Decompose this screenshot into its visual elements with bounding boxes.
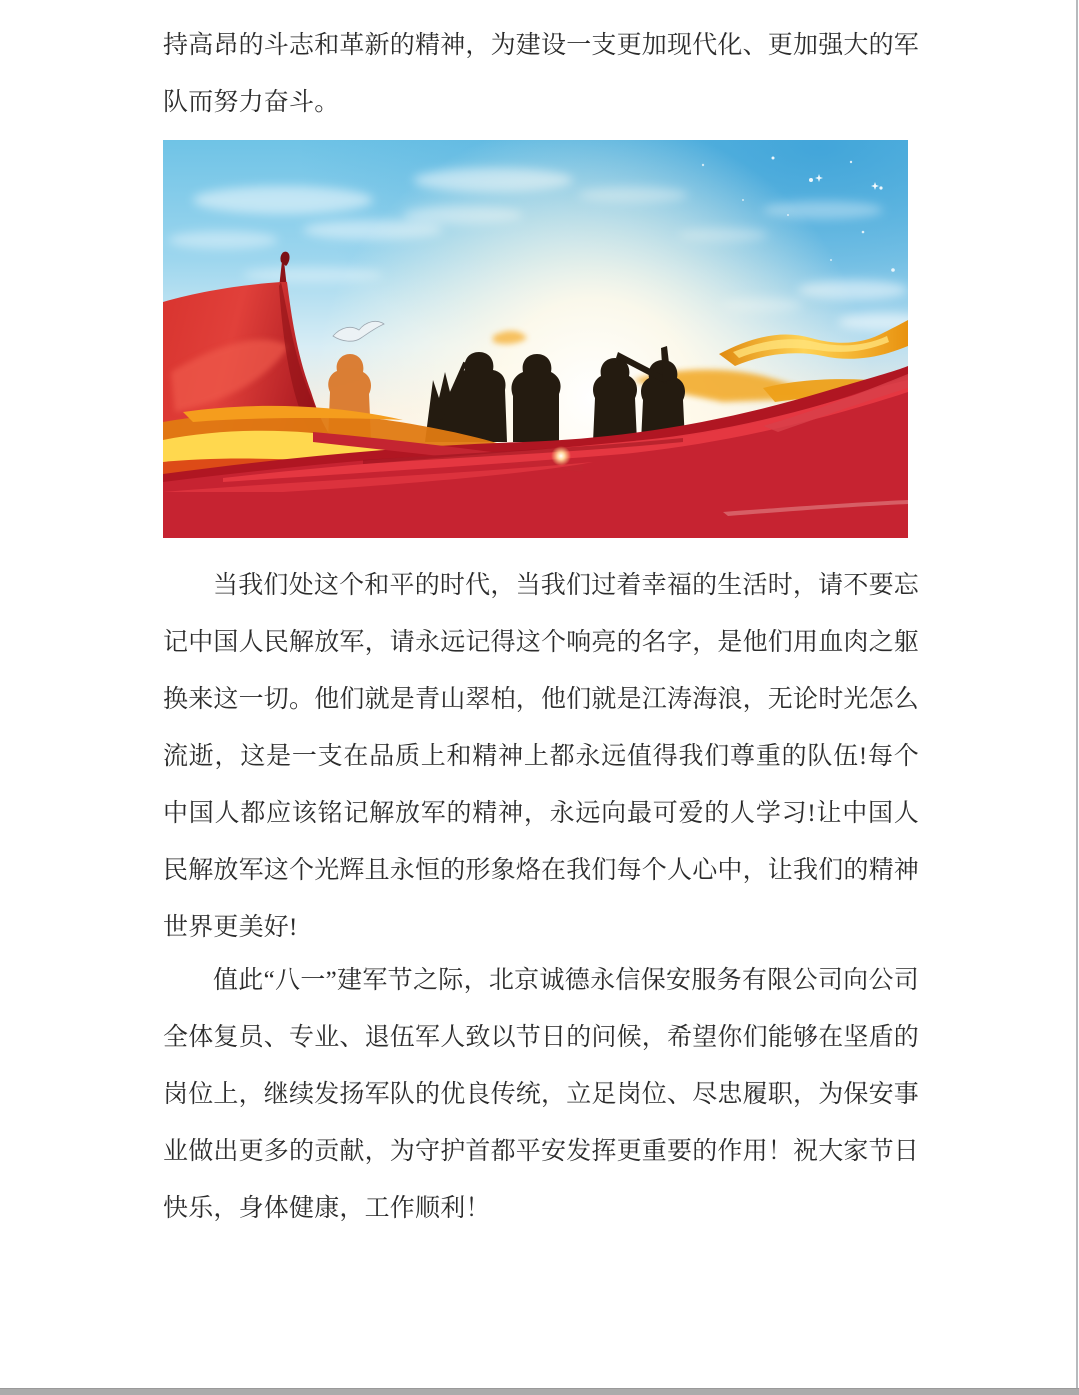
text-line: 记中国人民解放军，请永远记得这个响亮的名字，是他们用血肉之躯 <box>163 629 919 656</box>
text-line: 换来这一切。他们就是青山翠柏，他们就是江涛海浪，无论时光怎么 <box>163 686 919 713</box>
text-line: 全体复员、专业、退伍军人致以节日的问候，希望你们能够在坚盾的 <box>163 1024 919 1051</box>
text-line: 持高昂的斗志和革新的精神，为建设一支更加现代化、更加强大的军 <box>163 32 919 59</box>
hero-image <box>163 140 908 538</box>
text-line: 岗位上，继续发扬军队的优良传统，立足岗位、尽忠履职，为保安事 <box>163 1081 919 1108</box>
glow-dot <box>551 446 571 466</box>
army-day-illustration <box>163 140 908 538</box>
paragraph-remember-pla <box>163 557 919 956</box>
paragraph-continuation <box>163 0 919 131</box>
page-right-border <box>1076 0 1078 1395</box>
text-line: 中国人都应该铭记解放军的精神，永远向最可爱的人学习!让中国人 <box>163 800 919 827</box>
text-line: 流逝，这是一支在品质上和精神上都永远值得我们尊重的队伍!每个 <box>163 743 919 770</box>
bottom-gray-bar <box>0 1388 1079 1395</box>
text-line: 当我们处这个和平的时代，当我们过着幸福的生活时，请不要忘 <box>213 572 919 599</box>
text-line: 业做出更多的贡献，为守护首都平安发挥更重要的作用！祝大家节日 <box>163 1138 919 1165</box>
text-line: 民解放军这个光辉且永恒的形象烙在我们每个人心中，让我们的精神 <box>163 857 919 884</box>
text-line: 快乐，身体健康，工作顺利！ <box>163 1195 491 1222</box>
text-line: 值此“八一”建军节之际，北京诚德永信保安服务有限公司向公司 <box>213 967 919 994</box>
paragraph-holiday-greeting <box>163 952 919 1237</box>
text-line: 世界更美好! <box>163 914 298 941</box>
text-line: 队而努力奋斗。 <box>163 89 340 116</box>
